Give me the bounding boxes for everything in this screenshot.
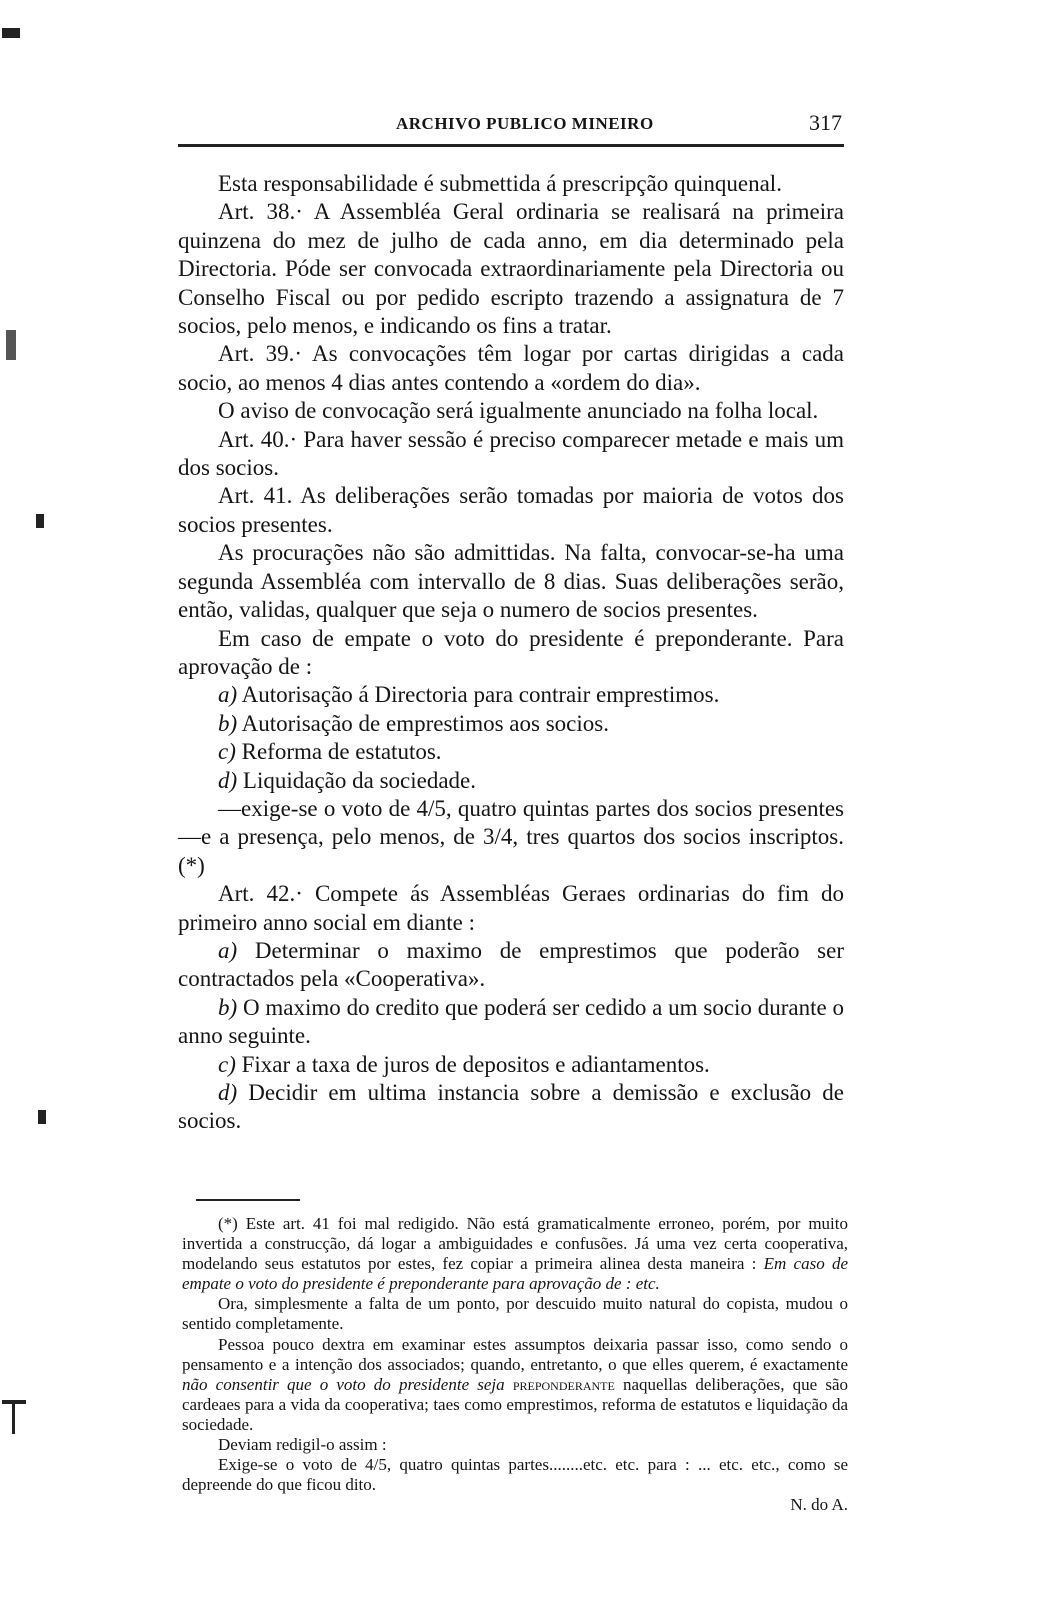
list-item-text: Liquidação da sociedade. xyxy=(242,767,477,793)
list-item-label: a) xyxy=(218,937,238,963)
list-item-text: Determinar o maximo de emprestimos que poderão ser contractados pela «Cooperativa». xyxy=(178,937,844,992)
page-header xyxy=(178,112,848,142)
paragraph: —exige-se o voto de 4/5, quatro quintas partes dos socios presentes—e a presença, pelo menos, de 3/4, tres quartos dos socios inscriptos. (*) xyxy=(178,795,844,878)
list-item-text: Reforma de estatutos. xyxy=(241,739,442,765)
body-text xyxy=(178,170,844,1136)
footnote-paragraph xyxy=(182,1214,848,1294)
footnote-paragraph: Deviam redigil-o assim : xyxy=(218,1435,387,1455)
paragraph-art-42: Art. 42.· Compete ás Assembléas Geraes ordinarias do fim do primeiro anno social em diante : xyxy=(178,881,844,935)
list-item-text: Autorisação á Directoria para contrair emprestimos. xyxy=(241,682,720,708)
scan-mark xyxy=(12,1404,15,1434)
paragraph: Esta responsabilidade é submettida á prescripção quinquenal. xyxy=(218,171,782,196)
list-item-label: d) xyxy=(218,1080,238,1105)
footnote-smallcaps: preponderante xyxy=(512,1374,615,1394)
scan-mark xyxy=(6,330,16,360)
footnote-text: Pessoa pouco dextra em examinar estes assumptos deixaria passar isso, como sendo o pensamento e a intenção dos associados; quando, entretanto, o que elles querem, é exactamente xyxy=(182,1334,848,1374)
list-item-label: c) xyxy=(218,739,236,765)
paragraph-art-39: Art. 39.· As convocações têm logar por cartas dirigidas a cada socio, ao menos 4 dias antes contendo a «ordem do dia». xyxy=(178,341,844,395)
scan-mark xyxy=(38,1110,46,1124)
paragraph: As procurações não são admittidas. Na falta, convocar-se-ha uma segunda Assembléa com intervallo de 8 dias. Suas deliberações serão, então, validas, qualquer que seja o numero de socios presentes. xyxy=(178,540,844,623)
list-item-text: O maximo do credito que poderá ser cedido a um socio durante o anno seguinte. xyxy=(178,994,845,1049)
footnote-text: Exige-se o voto de 4/5, quatro quintas partes........etc. etc. para : ... etc. etc., como se depreende do que ficou dito. xyxy=(182,1455,848,1495)
scan-mark xyxy=(36,514,44,528)
list-item xyxy=(178,738,844,766)
list-item xyxy=(178,710,844,738)
list-item-label: c) xyxy=(218,1051,236,1077)
running-title: ARCHIVO PUBLICO MINEIRO xyxy=(396,114,654,133)
list-item xyxy=(178,1079,844,1136)
list-item xyxy=(178,937,844,994)
list-item-label: d) xyxy=(218,767,238,793)
footnote-rule xyxy=(196,1199,300,1201)
list-item-label: b) xyxy=(218,994,238,1020)
footnote-text: (*) Este art. 41 foi mal redigido. Não está gramaticalmente erroneo, porém, por muito invertida a construcção, dá logar a ambiguidades e confusões. Já uma vez certa cooperativa, modelando seus estatutos por estes, fez copiar a primeira alinea desta maneira : xyxy=(182,1214,848,1274)
footnote-paragraph xyxy=(182,1455,848,1495)
list-item xyxy=(178,681,844,709)
scan-mark xyxy=(2,28,20,38)
list-item-text: Decidir em ultima instancia sobre a demissão e exclusão de socios. xyxy=(178,1080,844,1134)
footnote-text: naquellas deliberações, que são cardeaes para a vida da cooperativa; taes como emprestimos, reforma de estatutos e liquidação da sociedade. xyxy=(182,1374,849,1434)
list-item xyxy=(178,994,844,1051)
footnote-signature: N. do A. xyxy=(790,1495,848,1515)
header-rule xyxy=(178,144,844,147)
paragraph: Em caso de empate o voto do presidente é preponderante. Para aprovação de : xyxy=(178,625,844,679)
footnote-signature-line xyxy=(182,1495,848,1515)
paragraph: O aviso de convocação será igualmente anunciado na folha local. xyxy=(218,398,819,424)
page-number: 317 xyxy=(809,110,842,135)
paragraph-art-41: Art. 41. As deliberações serão tomadas por maioria de votos dos socios presentes. xyxy=(178,483,844,537)
footnote-paragraph xyxy=(182,1335,848,1435)
footnotes xyxy=(182,1214,848,1515)
list-item-label: b) xyxy=(218,710,238,736)
paragraph-art-38: Art. 38.· A Assembléa Geral ordinaria se realisará na primeira quinzena do mez de julho de cada anno, em dia determinado pela Directoria. Póde ser convocada extraordinariamente pela Directoria ou Conselho Fiscal ou por pedido escripto trazendo a assignatura de 7 socios, pelo menos, e indicando os fins a tratar. xyxy=(178,199,844,339)
footnote-italic: não consentir que o voto do presidente seja xyxy=(182,1374,505,1394)
footnote-paragraph: Ora, simplesmente a falta de um ponto, por descuido muito natural do copista, mudou o sentido completamente. xyxy=(182,1294,848,1334)
paragraph-art-40: Art. 40.· Para haver sessão é preciso comparecer metade e mais um dos socios. xyxy=(178,426,844,481)
list-item xyxy=(178,1051,844,1079)
list-item xyxy=(178,767,844,795)
footnote-italic: Em caso de empate o voto do presidente é preponderante para aprovação de : etc. xyxy=(182,1254,848,1294)
list-item-label: a) xyxy=(218,682,238,708)
list-item-text: Autorisação de emprestimos aos socios. xyxy=(241,710,609,736)
list-item-text: Fixar a taxa de juros de depositos e adiantamentos. xyxy=(241,1051,710,1077)
